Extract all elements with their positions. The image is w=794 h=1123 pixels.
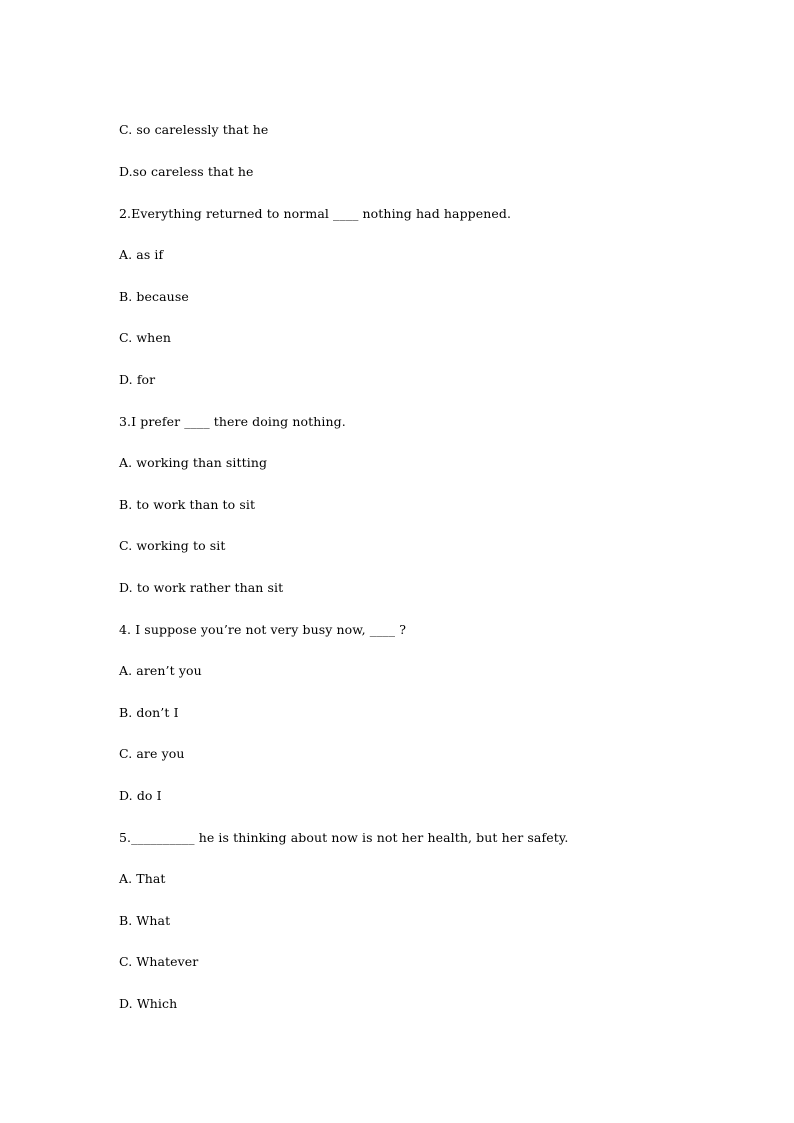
q2-option-b: B. because [119, 289, 189, 304]
q4-option-a: A. aren’t you [119, 663, 202, 678]
q2-option-c: C. when [119, 330, 171, 345]
q3-option-a: A. working than sitting [119, 455, 268, 470]
q5-option-d: D. Which [119, 996, 178, 1011]
q5-option-b: B. What [119, 913, 171, 928]
question-3-stem: 3.I prefer ____ there doing nothing. [119, 414, 346, 429]
q1-option-d: D.so careless that he [119, 164, 254, 179]
q3-option-d: D. to work rather than sit [119, 580, 284, 595]
q2-option-d: D. for [119, 372, 156, 387]
question-4-stem: 4. I suppose you’re not very busy now, ____ ? [119, 622, 407, 637]
question-2-stem: 2.Everything returned to normal ____ nothing had happened. [119, 206, 512, 221]
q4-option-c: C. are you [119, 746, 185, 761]
q2-option-a: A. as if [119, 247, 164, 262]
q3-option-b: B. to work than to sit [119, 497, 256, 512]
q4-option-b: B. don’t I [119, 705, 179, 720]
question-5-stem: 5.__________ he is thinking about now is not her health, but her safety. [119, 830, 569, 845]
q5-option-a: A. That [119, 871, 166, 886]
q5-option-c: C. Whatever [119, 954, 199, 969]
q3-option-c: C. working to sit [119, 538, 226, 553]
q1-option-c: C. so carelessly that he [119, 122, 269, 137]
q4-option-d: D. do I [119, 788, 162, 803]
